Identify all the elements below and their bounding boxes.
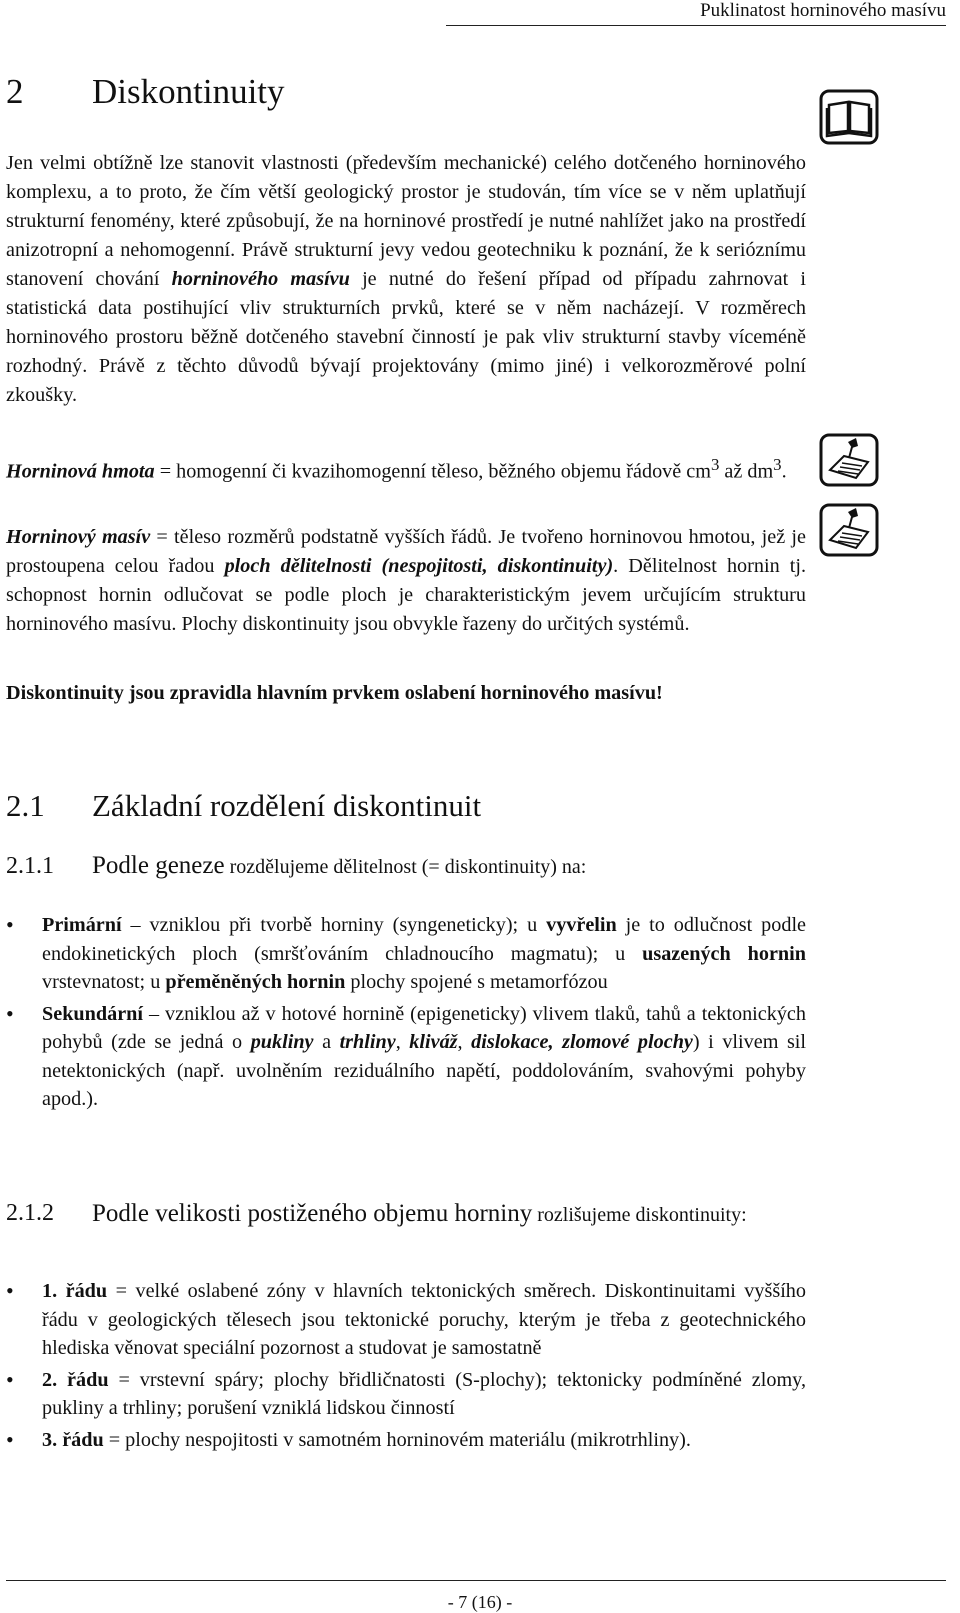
definition1-mid: až dm (719, 460, 774, 483)
definition1-term: Horninová hmota (6, 460, 155, 483)
definition2-term2: ploch dělitelnosti (nespojitosti, diskontinuity) (224, 555, 614, 577)
definition1-end: . (781, 460, 787, 483)
book-icon (818, 88, 880, 146)
definition2-text2: . Dělitelnost hornin tj. schopnost hornin odlučovat se podle ploch je charakteristickým jevem určujícím strukturu horninového masívu. Plochy diskontinuity jsou obvykle řazeny do určitých systémů. (6, 555, 806, 635)
note-pin-icon (818, 432, 880, 488)
list-item-secondary (6, 1000, 806, 1114)
primary-bold-1: vyvřelin (546, 914, 617, 936)
list-item-second-order (6, 1366, 806, 1423)
primary-bold-2: usazených hornin (642, 942, 806, 965)
subsection1-rest: rozdělujeme dělitelnost (= diskontinuity) na: (224, 856, 587, 878)
list-item-first-order (6, 1277, 806, 1363)
secondary-bold-2: trhliny (339, 1031, 396, 1053)
definition2-term: Horninový masív (6, 526, 151, 548)
definition1-text: = homogenní či kvazihomogenní těleso, běžného objemu řádově cm (154, 460, 711, 483)
running-header: Puklinatost horninového masívu (446, 0, 946, 26)
primary-text-4: plochy spojené s metamorfózou (345, 971, 608, 993)
subsection1-title: Podle geneze (92, 852, 225, 879)
secondary-text-5: ) i vlivem sil netektonických (např. uvolněním reziduálního napětí, poddolováním, svahovými pohyby apod.). (42, 1031, 807, 1110)
primary-bold-3: přeměněných hornin (165, 971, 346, 993)
subsection2-rest: rozlišujeme diskontinuity: (532, 1204, 747, 1226)
subsection1-number: 2.1.1 (6, 853, 54, 879)
chapter-heading (6, 72, 285, 112)
primary-text-2: je to odlučnost podle endokinetických ploch (smršťováním chladnoucího magmatu); u (42, 914, 807, 965)
subsection-heading-geneze (6, 850, 806, 883)
primary-text-1: – vzniklou při tvorbě horniny (syngeneticky); u (121, 914, 547, 936)
subsection2-number: 2.1.2 (6, 1200, 54, 1226)
definition2-text1: = těleso rozměrů podstatně vyšších řádů. Je tvořeno horninovou hmotou, jež je prostoupena celou řadou (6, 526, 806, 577)
emphasis-paragraph (6, 679, 806, 708)
secondary-text-4: , (457, 1031, 472, 1053)
emphasis-text: Diskontinuity jsou zpravidla hlavním prvkem oslabení horninového masívu! (6, 682, 663, 704)
secondary-term: Sekundární (42, 1002, 143, 1025)
second-order-text: = vrstevní spáry; plochy břidličnatosti (S-plochy); tektonicky podmíněné zlomy, pukliny a trhliny; porušení vzniklá lidskou činností (42, 1368, 806, 1419)
primary-term: Primární (42, 914, 122, 936)
definition1-sup2: 3 (773, 455, 782, 474)
intro-paragraph (6, 149, 806, 410)
secondary-text-3: , (395, 1031, 410, 1053)
secondary-bold-4: dislokace, zlomové plochy (471, 1031, 693, 1053)
intro-term: horninového masívu (171, 268, 350, 290)
primary-text-3: vrstevnatost; u (42, 971, 166, 993)
note-pin-icon (818, 502, 880, 558)
secondary-text-1: – vzniklou až v hotové hornině (epigeneticky) vlivem tlaků, tahů a tektonických pohybů (zde se jedná o (42, 1002, 806, 1053)
chapter-title: Diskontinuity (92, 72, 285, 111)
definition-horninova-hmota (6, 450, 806, 487)
list-item-third-order (6, 1426, 806, 1455)
list-item-primary (6, 911, 806, 997)
chapter-number: 2 (6, 72, 24, 111)
section-heading (6, 788, 481, 824)
section-number: 2.1 (6, 788, 45, 823)
second-order-term: 2. řádu (42, 1368, 109, 1391)
genesis-list (6, 911, 806, 1117)
secondary-bold-1: pukliny (250, 1031, 314, 1053)
size-list (6, 1277, 806, 1457)
section-title: Základní rozdělení diskontinuit (92, 788, 482, 823)
page-number: - 7 (16) - (447, 1592, 513, 1612)
first-order-text: = velké oslabené zóny v hlavních tektonických směrech. Diskontinuitami vyššího řádu v geologických tělesech jsou tektonické poruchy, kterým je třeba z geotechnického hlediska věnovat speciální pozornost a studovat je samostatně (42, 1280, 806, 1359)
secondary-text-2: a (313, 1031, 340, 1053)
definition-horninovy-masiv (6, 523, 806, 639)
first-order-term: 1. řádu (42, 1280, 108, 1302)
third-order-text: = plochy nespojitosti v samotném horninovém materiálu (mikrotrhliny). (103, 1428, 691, 1451)
subsection2-title: Podle velikosti postiženého objemu horniny (92, 1200, 533, 1227)
subsection-heading-velikost (6, 1198, 806, 1231)
intro-text-2: je nutné do řešení případ od případu zahrnovat i statistická data postihující vliv strukturních prvků, které se v něm nacházejí. V rozměrech horninového prostoru běžně dotčeného stavební činností je pak vliv strukturní stavby víceméně rozhodný. Právě z těchto důvodů bývají projektovány (mimo jiné) i velkorozměrové polní zkoušky. (6, 268, 806, 406)
secondary-bold-3: kliváž (409, 1031, 458, 1053)
intro-text-1: Jen velmi obtížně lze stanovit vlastnosti (především mechanické) celého dotčeného horninového komplexu, a to proto, že čím větší geologický prostor je studován, tím více se v něm uplatňují strukturní fenomény, které způsobují, že na horninové prostředí je nutné nahlížet jako na prostředí anizotropní a nehomogenní. Právě strukturní jevy vedou geotechniku k poznání, že k serióznímu stanovení chování (6, 152, 806, 290)
footer-rule (6, 1580, 946, 1581)
definition1-sup1: 3 (710, 455, 720, 474)
third-order-term: 3. řádu (42, 1428, 104, 1451)
